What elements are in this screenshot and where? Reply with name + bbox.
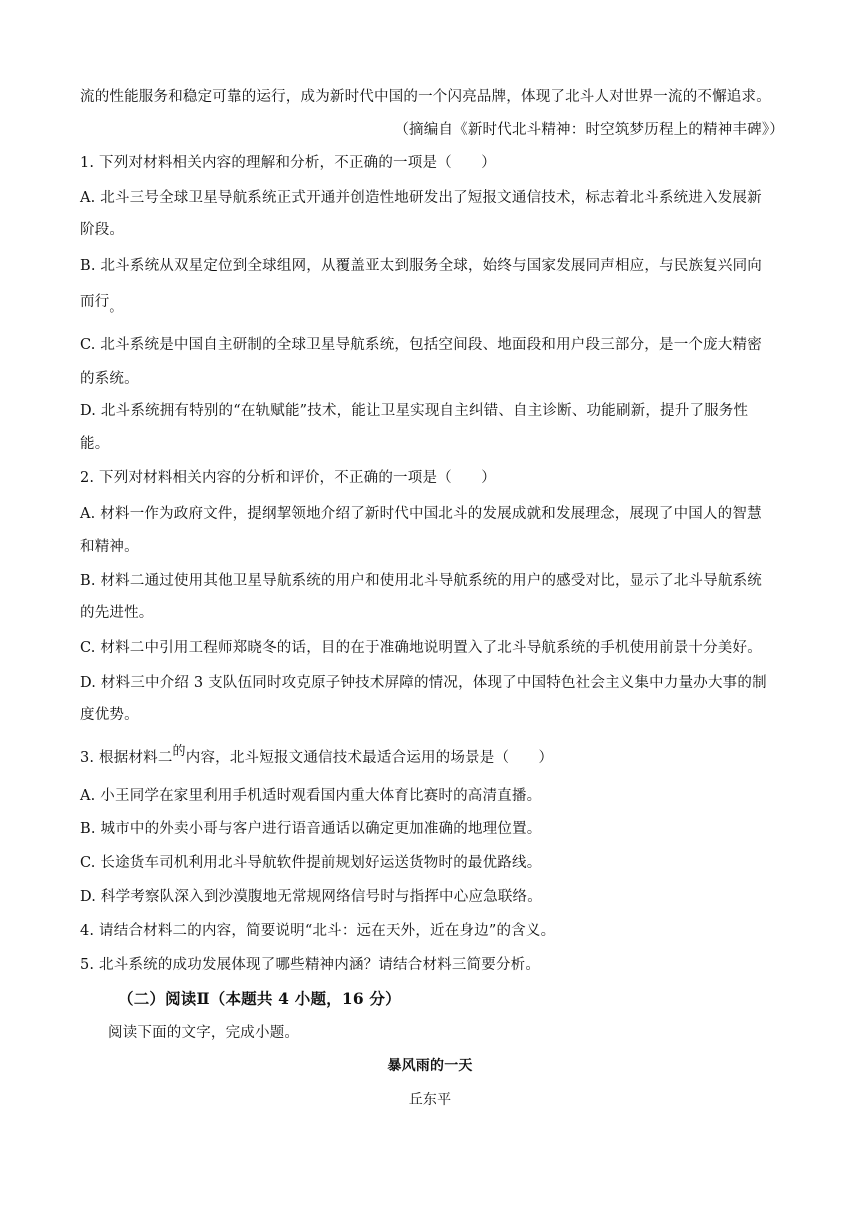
question-1-option-b-line-2 — [80, 292, 784, 313]
passage-closing-line: 流的性能服务和稳定可靠的运行，成为新时代中国的一个闪亮品牌，体现了北斗人对世界一流的不懈追求。 — [80, 89, 771, 105]
question-4-stem: 4. 请结合材料二的内容，简要说明“北斗：远在天外，近在身边”的含义。 — [80, 923, 556, 939]
question-3-stem-end: 内容，北斗短报文通信技术最适合运用的场景是（ ） — [185, 750, 554, 766]
question-3-option-b: B. 城市中的外卖小哥与客户进行语音通话以确定更加准确的地理位置。 — [80, 821, 542, 837]
question-1-stem: 1. 下列对材料相关内容的理解和分析，不正确的一项是（ ） — [80, 155, 496, 171]
question-1-option-c-line-1: C. 北斗系统是中国自主研制的全球卫星导航系统，包括空间段、地面段和用户段三部分，是一个庞大精密 — [80, 337, 762, 353]
question-2-option-d-line-2: 度优势。 — [80, 707, 139, 723]
question-2-option-d-line-1: D. 材料三中介绍 3 支队伍同时攻克原子钟技术屏障的情况，体现了中国特色社会主义集中力量办大事的制 — [80, 675, 767, 691]
question-2-option-a-line-2: 和精神。 — [80, 539, 139, 555]
section-2-instruction: 阅读下面的文字，完成小题。 — [108, 1025, 300, 1041]
question-2-option-a-line-1: A. 材料一作为政府文件，提纲挈领地介绍了新时代中国北斗的发展成就和发展理念，展现了中国人的智慧 — [80, 506, 762, 522]
question-2-option-b-line-1: B. 材料二通过使用其他卫星导航系统的用户和使用北斗导航系统的用户的感受对比，显示了北斗导航系统 — [80, 573, 762, 589]
question-2-option-b-line-2: 的先进性。 — [80, 605, 154, 621]
question-3-stem — [80, 744, 784, 769]
question-1-option-a-line-2: 阶段。 — [80, 222, 125, 238]
question-3-stem-raised-char: 的 — [172, 744, 186, 759]
section-2-heading: （二）阅读Ⅱ（本题共 4 小题，16 分） — [118, 989, 401, 1008]
question-5-stem: 5. 北斗系统的成功发展体现了哪些精神内涵？请结合材料三简要分析。 — [80, 957, 541, 973]
passage-source: （摘编自《新时代北斗精神：时空筑梦历程上的精神丰碑》） — [394, 122, 784, 138]
question-2-stem: 2. 下列对材料相关内容的分析和评价，不正确的一项是（ ） — [80, 470, 496, 486]
option-b-text: 而行 — [80, 294, 110, 310]
question-1-option-d-line-2: 能。 — [80, 436, 110, 452]
article-author: 丘东平 — [408, 1092, 452, 1108]
question-2-option-c-line-1: C. 材料二中引用工程师郑晓冬的话，目的在于准确地说明置入了北斗导航系统的手机使用前景十分美好。 — [80, 640, 762, 656]
question-3-option-c: C. 长途货车司机利用北斗导航软件提前规划好运送货物时的最优路线。 — [80, 855, 542, 871]
question-3-stem-start: 3. 根据材料二 — [80, 750, 173, 766]
question-1-option-c-line-2: 的系统。 — [80, 371, 139, 387]
question-1-option-a-line-1: A. 北斗三号全球卫星导航系统正式开通并创造性地研发出了短报文通信技术，标志着北斗系统进入发展新 — [80, 190, 762, 206]
question-1-option-d-line-1: D. 北斗系统拥有特别的“在轨赋能”技术，能让卫星实现自主纠错、自主诊断、功能刷新，提升了服务性 — [80, 403, 749, 419]
question-1-option-b-line-1: B. 北斗系统从双星定位到全球组网，从覆盖亚太到服务全球，始终与国家发展同声相应，与民族复兴同向 — [80, 258, 762, 274]
option-b-trailing-mark: 。 — [109, 300, 123, 315]
article-title: 暴风雨的一天 — [387, 1058, 473, 1074]
question-3-option-a: A. 小王同学在家里利用手机适时观看国内重大体育比赛时的高清直播。 — [80, 788, 542, 804]
question-3-option-d: D. 科学考察队深入到沙漠腹地无常规网络信号时与指挥中心应急联络。 — [80, 889, 542, 905]
